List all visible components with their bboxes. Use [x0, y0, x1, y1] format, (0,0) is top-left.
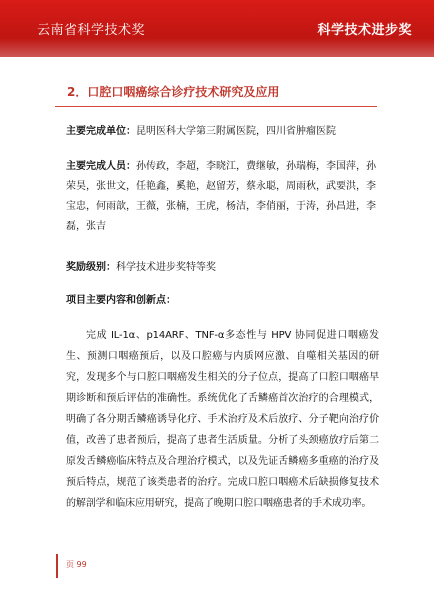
- project-body: 完成 IL-1α、p14ARF、TNF-α多态性与 HPV 协同促进口咽癌发生、预测口咽癌预后，以及口腔癌与内质网应激、自噬相关基因的研究，发现多个与口腔口咽癌发生相关的分子位点，提高了口腔口咽癌早期诊断和预后评估的准确性。系统优化了舌鳞癌首次治疗的合理模式，明确了各分期舌鳞癌诱导化疗、手术治疗及术后放疗、分子靶向治疗价值，改善了患者预后，提高了患者生活质量。分析了头颈癌放疗后第二原发舌鳞癌临床特点及合理治疗模式，以及先证舌鳞癌多重癌的治疗及预后特点，规范了该类患者的治疗。完成口腔口咽癌术后缺损修复技术的解剖学和临床应用研究，提高了晚期口腔口咽癌患者的手术成功率。: [66, 330, 379, 509]
- completion-people: [66, 157, 380, 237]
- award-value: 科学技术进步奖特等奖: [116, 262, 216, 273]
- header-shine: [0, 38, 434, 57]
- footer-accent-bar: [56, 554, 58, 578]
- page-number: 页 99: [66, 560, 87, 569]
- units-value: 昆明医科大学第三附属医院，四川省肿瘤医院: [136, 126, 336, 137]
- section-divider: [55, 106, 377, 107]
- header-left-title: 云南省科学技术奖: [37, 23, 146, 38]
- completion-units: [66, 122, 380, 142]
- people-label: 主要完成人员：: [66, 161, 136, 172]
- award-level: [66, 258, 380, 278]
- section-title: 2．口腔口咽癌综合诊疗技术研究及应用: [67, 85, 280, 99]
- header-right-title: 科学技术进步奖: [317, 23, 412, 38]
- people-value: 孙传政，李超，李晓江，费继敏，孙瑞梅，李国萍，孙荣昊，张世文，任艳鑫，奚艳，赵留芳，蔡永聪，周雨秋，武要洪，李宝忠，何雨歆，王薇，张楠，王虎，杨洁，李俏丽，于涛，孙昌进，李磊，张吉: [66, 161, 376, 232]
- header-banner: [0, 0, 434, 57]
- project-label: 项目主要内容和创新点：: [66, 295, 176, 306]
- units-label: 主要完成单位：: [66, 126, 136, 137]
- award-label: 奖励级别：: [66, 262, 116, 273]
- project-heading: [66, 291, 380, 311]
